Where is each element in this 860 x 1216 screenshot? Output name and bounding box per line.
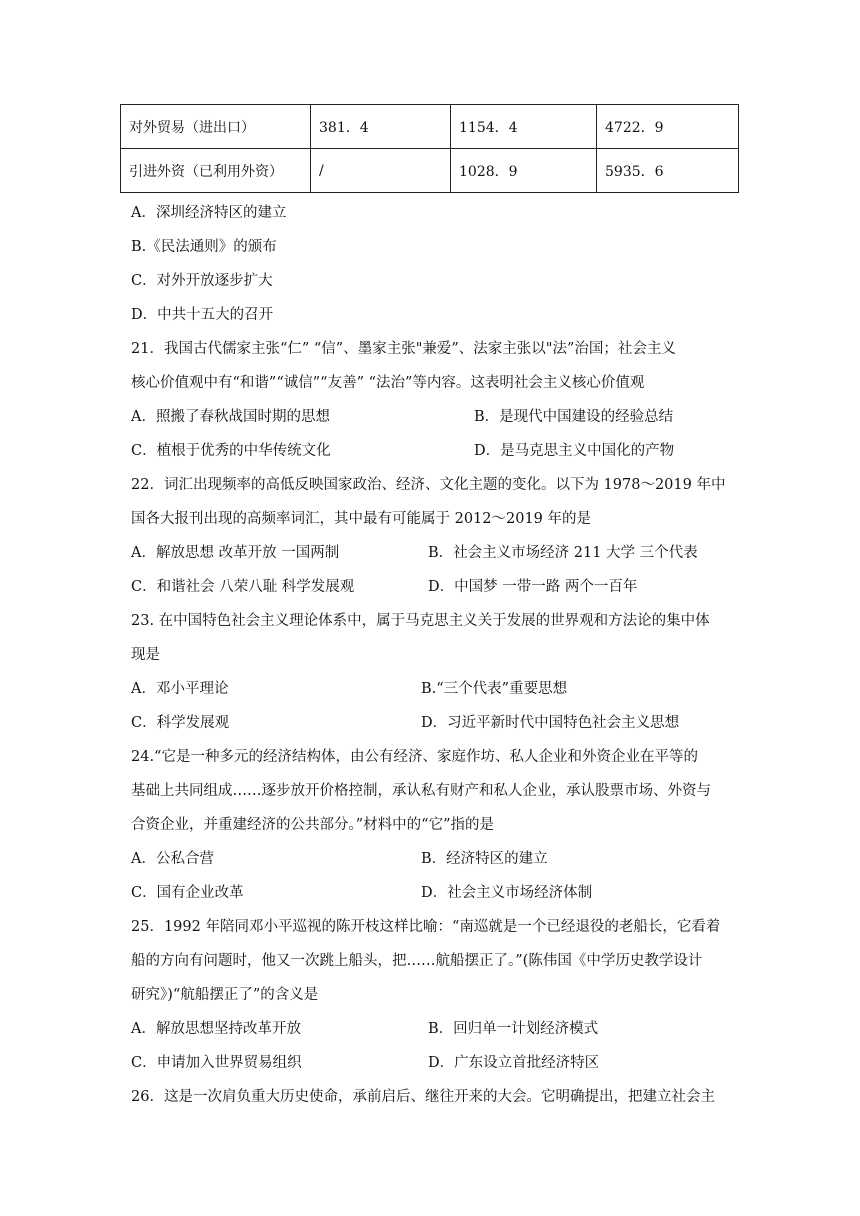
q20-option-a: A．深圳经济特区的建立 [131, 205, 287, 221]
q23-stem-line-2: 现是 [131, 647, 160, 663]
q25-stem-line-1: 25．1992 年陪同邓小平巡视的陈开枝这样比喻：“南巡就是一个已经退役的老船长，它看着 [131, 919, 721, 935]
statistics-table [120, 104, 739, 193]
q23-stem-line-1: 23. 在中国特色社会主义理论体系中，属于马克思主义关于发展的世界观和方法论的集中体 [131, 613, 710, 629]
q24-stem-line-1: 24.“它是一种多元的经济结构体，由公有经济、家庭作坊、私人企业和外资企业在平等的 [131, 749, 698, 765]
q24-stem-line-3: 合资企业，并重建经济的公共部分。”材料中的“它”指的是 [131, 817, 494, 833]
q21-option-c: C．植根于优秀的中华传统文化 [131, 443, 331, 459]
q25-option-a: A．解放思想坚持改革开放 [131, 1021, 301, 1037]
q22-option-b: B．社会主义市场经济 211 大学 三个代表 [428, 545, 698, 561]
q24-option-b: B．经济特区的建立 [421, 851, 548, 867]
table-cell: 1028．9 [451, 149, 597, 193]
q25-option-c: C．申请加入世界贸易组织 [131, 1055, 302, 1071]
table-cell: / [311, 149, 451, 193]
q21-option-b: B．是现代中国建设的经验总结 [474, 409, 674, 425]
q23-option-c: C．科学发展观 [131, 715, 230, 731]
table-cell: 引进外资（已利用外资） [121, 149, 311, 193]
table-cell: 对外贸易（进出口） [121, 105, 311, 149]
q21-stem-line-1: 21．我国古代儒家主张“仁” “信”、墨家主张"兼爱”、法家主张以"法”治国；社会主义 [131, 341, 676, 357]
q21-stem-line-2: 核心价值观中有“和谐”“诚信”“友善” “法治”等内容。这表明社会主义核心价值观 [131, 375, 645, 391]
table-cell: 5935．6 [597, 149, 739, 193]
q21-option-a: A．照搬了春秋战国时期的思想 [131, 409, 330, 425]
q22-stem-line-1: 22．词汇出现频率的高低反映国家政治、经济、文化主题的变化。以下为 1978～2019 年中 [131, 477, 726, 493]
table-cell: 381．4 [311, 105, 451, 149]
q22-stem-line-2: 国各大报刊出现的高频率词汇，其中最有可能属于 2012～2019 年的是 [131, 511, 592, 527]
table-cell: 4722．9 [597, 105, 739, 149]
q24-option-d: D．社会主义市场经济体制 [421, 885, 593, 901]
q23-option-b: B.“三个代表”重要思想 [421, 681, 568, 697]
q21-option-d: D．是马克思主义中国化的产物 [474, 443, 675, 459]
q22-option-c: C．和谐社会 八荣八耻 科学发展观 [131, 579, 355, 595]
q20-option-d: D．中共十五大的召开 [131, 307, 274, 323]
table-cell: 1154．4 [451, 105, 597, 149]
q22-option-a: A．解放思想 改革开放 一国两制 [131, 545, 340, 561]
q24-option-c: C．国有企业改革 [131, 885, 244, 901]
q24-option-a: A．公私合营 [131, 851, 214, 867]
q23-option-a: A．邓小平理论 [131, 681, 229, 697]
q25-stem-line-2: 船的方向有问题时，他又一次跳上船头，把……航船摆正了。”(陈伟国《中学历史教学设计 [131, 953, 703, 969]
table-row [121, 105, 739, 149]
q24-stem-line-2: 基础上共同组成……逐步放开价格控制，承认私有财产和私人企业，承认股票市场、外资与 [131, 783, 711, 799]
q25-stem-line-3: 研究》)“航船摆正了”的含义是 [131, 987, 319, 1003]
q22-option-d: D．中国梦 一带一路 两个一百年 [428, 579, 638, 595]
q23-option-d: D．习近平新时代中国特色社会主义思想 [421, 715, 680, 731]
table-row [121, 149, 739, 193]
q26-stem-line-1: 26．这是一次肩负重大历史使命，承前启后、继往开来的大会。它明确提出，把建立社会主 [131, 1089, 715, 1105]
q25-option-b: B．回归单一计划经济模式 [428, 1021, 599, 1037]
q25-option-d: D．广东设立首批经济特区 [428, 1055, 600, 1071]
q20-option-c: C．对外开放逐步扩大 [131, 273, 273, 289]
q20-option-b: B.《民法通则》的颁布 [131, 239, 277, 255]
